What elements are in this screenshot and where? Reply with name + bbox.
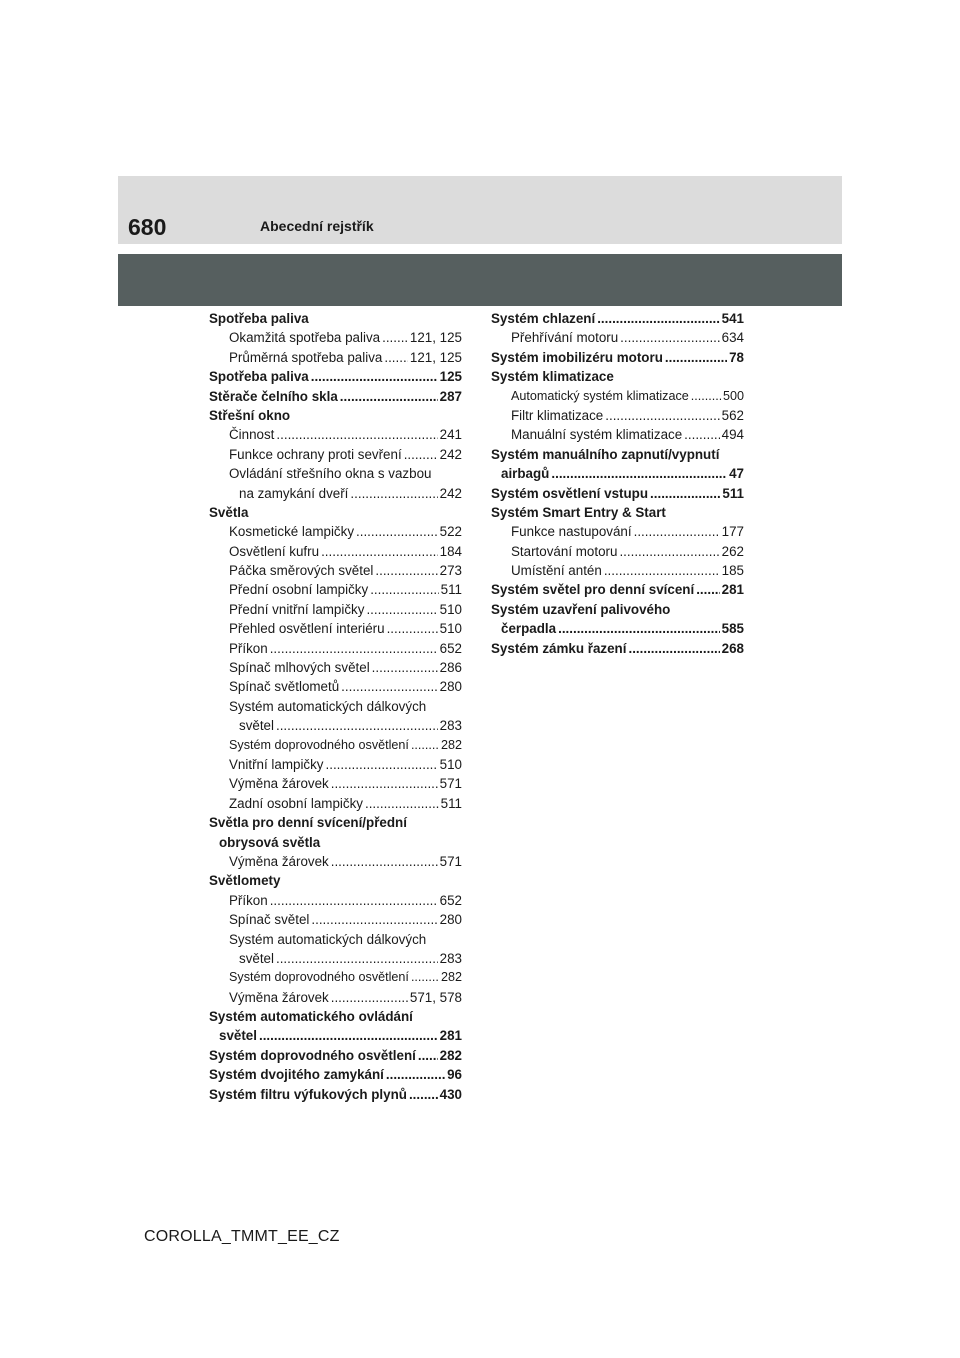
dot-leader	[386, 1065, 445, 1084]
entry-page-ref: 121, 125	[409, 330, 462, 346]
entry-term: světel	[239, 950, 274, 966]
entry-term: světel	[219, 1028, 257, 1044]
index-entry	[209, 561, 462, 580]
dot-leader	[331, 852, 438, 871]
index-column-left	[209, 309, 462, 1104]
index-entry	[209, 542, 462, 561]
index-entry	[209, 522, 462, 541]
index-entry	[209, 716, 462, 735]
entry-term: Zadní osobní lampičky	[229, 795, 363, 811]
dot-leader	[270, 891, 438, 910]
entry-term: Systém filtru výfukových plynů	[209, 1086, 407, 1102]
index-entry	[209, 755, 462, 774]
entry-page-ref: 510	[439, 601, 462, 617]
index-entry	[209, 445, 462, 464]
entry-page-ref: 184	[439, 543, 462, 559]
entry-page-ref: 177	[721, 524, 744, 540]
entry-term: Umístění antén	[511, 563, 602, 579]
entry-term: Systém chlazení	[491, 311, 596, 326]
entry-term: Systém dvojitého zamykání	[209, 1067, 384, 1083]
entry-page-ref: 242	[439, 446, 462, 462]
entry-page-ref: 262	[721, 543, 744, 559]
entry-page-ref: 510	[439, 756, 462, 772]
index-entry	[209, 833, 462, 852]
index-entry	[209, 328, 462, 347]
entry-page-ref: 282	[440, 970, 462, 985]
index-entry	[209, 1085, 462, 1104]
index-entry	[491, 367, 744, 386]
dot-leader	[551, 464, 727, 483]
index-entry	[491, 542, 744, 561]
entry-page-ref: 500	[722, 388, 744, 403]
dot-leader	[597, 309, 719, 328]
index-entry	[491, 445, 744, 464]
entry-page-ref: 273	[439, 563, 462, 579]
entry-term: Příkon	[229, 892, 268, 908]
entry-term: Systém imobilizéru motoru	[491, 349, 663, 365]
index-entry	[209, 988, 462, 1007]
entry-term: Přehřívání motoru	[511, 330, 619, 346]
dot-leader	[384, 348, 408, 367]
entry-term: Systém Smart Entry & Start	[491, 504, 666, 520]
entry-page-ref: 634	[721, 330, 744, 346]
entry-page-ref: 281	[721, 582, 744, 598]
entry-page-ref: 280	[439, 912, 462, 928]
section-tab-band	[118, 254, 842, 306]
dot-leader	[340, 387, 438, 406]
entry-page-ref: 511	[440, 795, 462, 811]
index-entry	[491, 464, 744, 483]
entry-term: Systém automatických dálkových	[229, 698, 427, 714]
entry-term: Spínač mlhových světel	[229, 660, 370, 676]
index-entry	[209, 910, 462, 929]
entry-page-ref: 571, 578	[409, 989, 462, 1005]
entry-page-ref: 510	[439, 621, 462, 637]
entry-term: Spínač světel	[229, 912, 310, 928]
index-entry	[209, 580, 462, 599]
dot-leader	[404, 445, 438, 464]
entry-page-ref: 47	[729, 466, 744, 482]
entry-page-ref: 96	[447, 1067, 462, 1083]
entry-term: Světla pro denní svícení/přední	[209, 815, 407, 831]
index-entry	[209, 968, 462, 987]
entry-page-ref: 283	[439, 718, 462, 734]
entry-term: Osvětlení kufru	[229, 543, 320, 559]
entry-term: čerpadla	[501, 621, 557, 637]
entry-term: Průměrná spotřeba paliva	[229, 349, 383, 365]
index-entry	[209, 1046, 462, 1065]
entry-term: Systém uzavření palivového	[491, 601, 671, 617]
entry-page-ref: 286	[439, 660, 462, 676]
entry-page-ref: 541	[721, 311, 744, 326]
dot-leader	[276, 716, 438, 735]
dot-leader	[684, 425, 719, 444]
section-title: Abecední rejstřík	[260, 218, 374, 234]
entry-term: Okamžitá spotřeba paliva	[229, 330, 381, 346]
index-entry	[209, 367, 462, 386]
entry-page-ref: 652	[439, 640, 462, 656]
dot-leader	[270, 639, 438, 658]
dot-leader	[411, 968, 439, 987]
entry-term: Systém světel pro denní svícení	[491, 582, 695, 598]
dot-leader	[665, 348, 727, 367]
entry-page-ref: 511	[722, 485, 744, 501]
entry-term: Výměna žárovek	[229, 853, 329, 869]
entry-page-ref: 268	[721, 640, 744, 656]
entry-term: Systém osvětlení vstupu	[491, 485, 649, 501]
entry-term: Ovládání střešního okna s vazbou	[229, 466, 432, 482]
index-entry	[209, 600, 462, 619]
dot-leader	[620, 328, 719, 347]
dot-leader	[372, 658, 438, 677]
entry-page-ref: 121, 125	[409, 349, 462, 365]
index-entry	[209, 1007, 462, 1026]
entry-term: Startování motoru	[511, 543, 618, 559]
dot-leader	[331, 774, 438, 793]
entry-page-ref: 125	[439, 369, 462, 385]
entry-page-ref: 571	[439, 776, 462, 792]
index-entry	[491, 619, 744, 638]
entry-page-ref: 494	[721, 427, 744, 443]
index-entry	[491, 561, 744, 580]
index-entry	[491, 600, 744, 619]
index-entry	[491, 309, 744, 328]
index-entry	[209, 697, 462, 716]
index-entry	[209, 406, 462, 425]
entry-term: Výměna žárovek	[229, 776, 329, 792]
entry-term: Kosmetické lampičky	[229, 524, 355, 540]
dot-leader	[326, 755, 438, 774]
index-entry	[209, 639, 462, 658]
entry-page-ref: 652	[439, 892, 462, 908]
entry-term: světel	[239, 718, 274, 734]
entry-term: Systém doprovodného osvětlení	[229, 970, 409, 985]
entry-page-ref: 281	[439, 1028, 462, 1044]
entry-term: obrysová světla	[219, 834, 321, 850]
dot-leader	[628, 639, 719, 658]
index-entry	[209, 1065, 462, 1084]
dot-leader	[387, 619, 438, 638]
dot-leader	[350, 484, 437, 503]
entry-term: Přehled osvětlení interiéru	[229, 621, 385, 637]
entry-term: Systém klimatizace	[491, 369, 614, 385]
dot-leader	[558, 619, 720, 638]
entry-page-ref: 287	[439, 388, 462, 404]
model-code: COROLLA_TMMT_EE_CZ	[144, 1228, 340, 1245]
entry-term: Manuální systém klimatizace	[511, 427, 683, 443]
index-entry	[209, 309, 462, 328]
entry-term: Spotřeba paliva	[209, 311, 309, 326]
dot-leader	[418, 1046, 438, 1065]
entry-term: Systém automatických dálkových	[229, 931, 427, 947]
index-entry	[491, 328, 744, 347]
entry-term: Vnitřní lampičky	[229, 756, 324, 772]
entry-term: Systém manuálního zapnutí/vypnutí	[491, 446, 720, 462]
header-band	[118, 176, 842, 244]
dot-leader	[382, 328, 408, 347]
dot-leader	[696, 580, 719, 599]
index-entry	[209, 949, 462, 968]
entry-page-ref: 585	[721, 621, 744, 637]
dot-leader	[619, 542, 719, 561]
entry-page-ref: 283	[439, 950, 462, 966]
entry-page-ref: 282	[439, 1047, 462, 1063]
index-entry	[209, 503, 462, 522]
entry-term: Funkce ochrany proti sevření	[229, 446, 402, 462]
dot-leader	[366, 600, 437, 619]
dot-leader	[276, 949, 438, 968]
entry-page-ref: 241	[439, 427, 462, 443]
dot-leader	[411, 736, 439, 755]
entry-page-ref: 430	[439, 1086, 462, 1102]
index-entry	[209, 1026, 462, 1045]
entry-term: na zamykání dveří	[239, 485, 349, 501]
index-entry	[209, 619, 462, 638]
dot-leader	[634, 522, 720, 541]
entry-term: Výměna žárovek	[229, 989, 329, 1005]
index-entry	[209, 930, 462, 949]
dot-leader	[276, 425, 437, 444]
index-entry	[491, 348, 744, 367]
entry-term: Systém doprovodného osvětlení	[229, 737, 409, 752]
dot-leader	[341, 677, 437, 696]
dot-leader	[311, 910, 437, 929]
index-entry	[209, 871, 462, 890]
index-entry	[491, 387, 744, 406]
dot-leader	[356, 522, 438, 541]
dot-leader	[605, 406, 719, 425]
dot-leader	[375, 561, 437, 580]
index-entry	[491, 503, 744, 522]
index-entry	[209, 736, 462, 755]
entry-page-ref: 282	[440, 737, 462, 752]
index-entry	[491, 406, 744, 425]
entry-term: Světla	[209, 504, 249, 520]
page-number: 680	[128, 214, 167, 240]
dot-leader	[259, 1026, 438, 1045]
entry-page-ref: 571	[439, 853, 462, 869]
entry-page-ref: 78	[729, 349, 744, 365]
index-entry	[491, 484, 744, 503]
entry-term: Stěrače čelního skla	[209, 388, 338, 404]
index-entry	[209, 813, 462, 832]
entry-term: Přední osobní lampičky	[229, 582, 369, 598]
dot-leader	[331, 988, 408, 1007]
entry-page-ref: 562	[721, 407, 744, 423]
entry-page-ref: 511	[440, 582, 462, 598]
dot-leader	[370, 580, 438, 599]
index-entry	[491, 522, 744, 541]
entry-term: Systém doprovodného osvětlení	[209, 1047, 416, 1063]
dot-leader	[321, 542, 438, 561]
entry-term: Funkce nastupování	[511, 524, 632, 540]
entry-term: Systém zámku řazení	[491, 640, 627, 656]
entry-page-ref: 280	[439, 679, 462, 695]
index-entry	[209, 484, 462, 503]
dot-leader	[604, 561, 720, 580]
entry-term: Světlomety	[209, 873, 281, 889]
entry-term: Automatický systém klimatizace	[511, 388, 689, 403]
index-entry	[209, 425, 462, 444]
index-column-right	[491, 309, 744, 658]
dot-leader	[365, 794, 439, 813]
index-entry	[209, 852, 462, 871]
index-entry	[491, 580, 744, 599]
entry-term: Spotřeba paliva	[209, 369, 309, 385]
entry-term: Příkon	[229, 640, 268, 656]
entry-term: Střešní okno	[209, 407, 291, 423]
index-entry	[209, 677, 462, 696]
dot-leader	[650, 484, 720, 503]
dot-leader	[311, 367, 438, 386]
entry-term: Spínač světlometů	[229, 679, 340, 695]
entry-page-ref: 522	[439, 524, 462, 540]
entry-term: Systém automatického ovládání	[209, 1009, 413, 1025]
index-entry	[209, 891, 462, 910]
entry-page-ref: 242	[439, 485, 462, 501]
index-entry	[209, 774, 462, 793]
index-entry	[491, 639, 744, 658]
entry-term: Přední vnitřní lampičky	[229, 601, 365, 617]
entry-term: Páčka směrových světel	[229, 563, 374, 579]
index-entry	[209, 464, 462, 483]
index-entry	[209, 794, 462, 813]
entry-term: Činnost	[229, 427, 275, 443]
index-entry	[209, 387, 462, 406]
dot-leader	[691, 387, 721, 406]
index-entry	[209, 348, 462, 367]
entry-term: Filtr klimatizace	[511, 407, 604, 423]
index-entry	[209, 658, 462, 677]
dot-leader	[409, 1085, 438, 1104]
entry-term: airbagů	[501, 466, 550, 482]
index-entry	[491, 425, 744, 444]
entry-page-ref: 185	[721, 563, 744, 579]
